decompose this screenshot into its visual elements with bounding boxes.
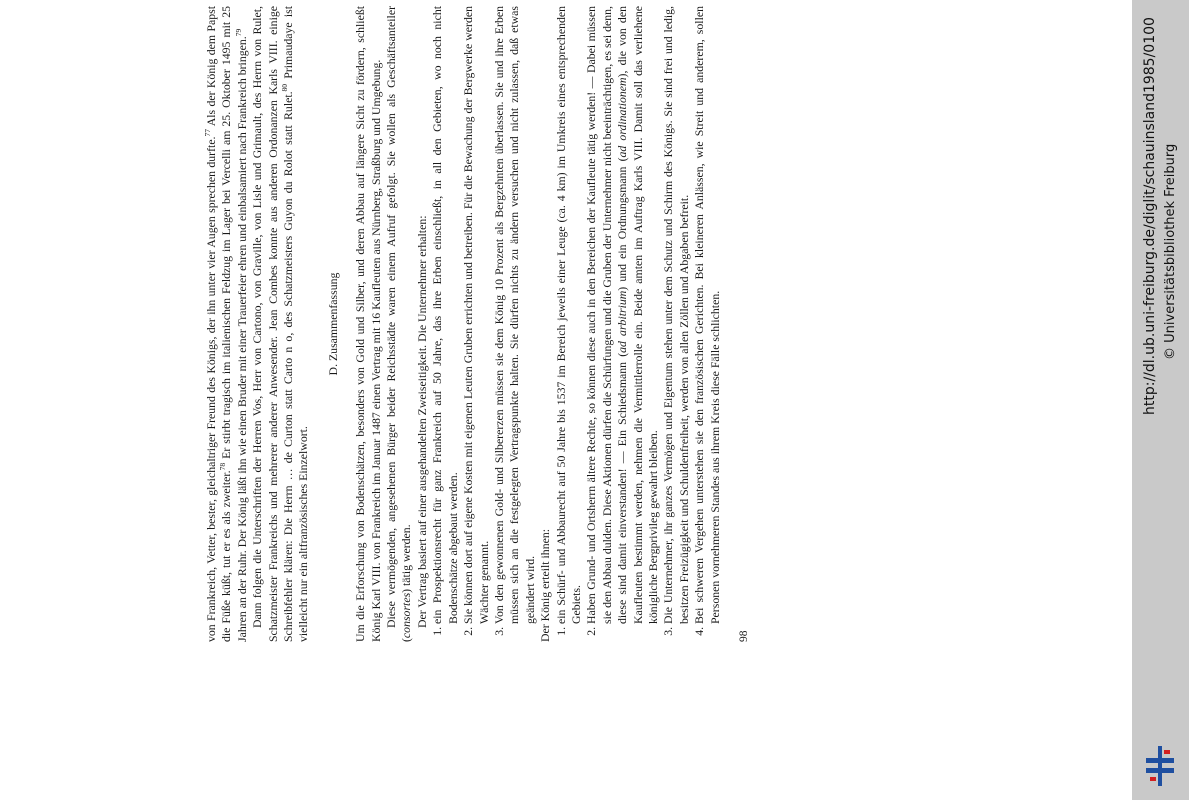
list-item: 1. ein Prospektionsrecht für ganz Frankreich auf 50 Jahre, das ihre Erben einschließt, in all den Gebieten, wo noch nicht Bodenschätze abgebaut werden. — [430, 6, 461, 624]
paragraph-2-text: Dann folgen die Unterschriften der Herren Vos, Herr von Cartono, von Graville, von Lisle und Grimault, des Herrn von Rulet, Schatzmeister Frankreichs und mehrerer anderer Anwesender. Jean Combes konnte aus anderen Ordonanzen Karls VIII. einige Schreibfehler klären: Die Herrn … de Curton statt Carto n o, des Schatzmeisters Guyon du Rolot statt Rulet. — [250, 6, 296, 642]
list-item — [584, 6, 661, 624]
list-item: 3. Von den gewonnenen Gold- und Silbererzen müssen sie dem König 10 Prozent als Bergzehnten überlassen. Sie und ihre Erben müssen sich an die festgelegten Vertragspunkte halten. Sie dürfen nichts zu ändern versuchen und nicht zulassen, daß etwas geändert wird. — [492, 6, 538, 624]
page-content — [196, 0, 752, 650]
paragraph-4-text-b: ) tätig werden. — [399, 524, 414, 593]
page-number: 98 — [738, 630, 750, 642]
permalink-url[interactable]: http://dl.ub.uni-freiburg.de/diglit/schauinsland1985/0100 — [1142, 17, 1158, 415]
paragraph-1 — [204, 6, 250, 642]
list-item-text: ), die von den Kaufleuten bestimmt werden, nehmen die Vermittlerrolle ein. Beide amten im Auftrag Karls VIII. Damit soll das verliehene königliche Bergprivileg gewahrt bleiben. — [615, 6, 660, 624]
numbered-list-1 — [430, 6, 538, 642]
sidebar-rotated — [1132, 0, 1189, 800]
list-item-text: Haben Grund- und Ortsherrn ältere Rechte, so können diese auch in den Bereichen der Kaufleute tätig werden! — Dabei müssen sie den Abbau dulden. Diese Aktionen dürfen die Schürfungen und die Gruben der Unternehmer nicht beeinträchtigen, es sei denn, diese sind damit einverstanden! — Ein Schiedsmann ( — [584, 6, 630, 624]
footnote-ref: 79 — [233, 28, 243, 37]
italic-term: ad ordinationem — [615, 77, 630, 158]
list-item-text: ) und ein Ordnungsmann ( — [615, 157, 630, 291]
section-heading: D. Zusammenfassung — [325, 272, 340, 376]
numbered-list-2 — [554, 6, 723, 642]
list-item: 4. Bei schweren Vergehen unterstehen sie den französischen Gerichten. Bei kleineren Anlässen, wie Streit und anderem, sollen Personen vornehmeren Standes aus ihrem Kreis diese Fälle schlichten. — [692, 6, 723, 624]
list-item: 3. Die Unternehmer, ihr ganzes Vermögen und Eigentum stehen unter dem Schutz und Schirm des Königs. Sie sind frei und ledig, besitzen Freizügigkeit und Schuldenfreiheit, werden von allen Zöllen und Abgaben befreit. — [661, 6, 692, 624]
paragraph-1-text: von Frankreich, Vetter, bester, gleichaltriger Freund des Königs, der ihn unter vier Augen sprechen durfte. — [204, 136, 218, 642]
list-item: 1. ein Schürf- und Abbaurecht auf 50 Jahre bis 1537 im Bereich jeweils einer Leuge (ca. 4 km) im Umkreis eines entsprechenden Gebiets. — [554, 6, 585, 624]
paragraph-5: Der Vertrag basiert auf einer ausgehandelten Zweiseitigkeit. Die Unternehmer erhalten: — [414, 215, 429, 628]
paragraph-4 — [384, 6, 415, 642]
copyright-notice: © Universitätsbibliothek Freiburg — [1163, 143, 1178, 360]
italic-term: consortes — [399, 592, 414, 639]
rotated-text-block — [196, 0, 896, 650]
paragraph-1-text-c: Er stirbt tragisch im italienischen Feldzug im Lager bei Vercelli am 25. Oktober 1495 mit 25 Jahren an der Ruhr. Der König läßt ihn wie einen Bruder mit einer Trauerfeier ehren und einbalsamiert nach Frankreich bringen. — [219, 6, 249, 642]
list-item: 2. Sie können dort auf eigene Kosten mit eigenen Leuten Gruben errichten und betreiben. Für die Bewachung der Bergwerke werden Wächter genannt. — [461, 6, 492, 624]
paragraph-3: Um die Erforschung von Bodenschätzen, besonders von Gold und Silber, und deren Abbau auf längere Sicht zu fördern, schließt König Karl VIII. von Frankreich im Januar 1487 einen Vertrag mit 16 Kaufleuten aus Nürnberg, Straßburg und Umgebung. — [353, 6, 383, 642]
paragraph-4-text: Diese vermögenden, angesehenen Bürger beider Reichsstädte waren einem Aufruf gefolgt. Sie wollen als Geschäftsanteiler ( — [384, 6, 414, 642]
library-sidebar — [1132, 0, 1189, 800]
paragraph-1-text-b: Als der König dem Papst die Füße küßt, tut er es als zweiter. — [204, 6, 234, 642]
paragraph-2-text-b: Primaudaye ist vielleicht nur ein altfranzösisches Einzelwort. — [281, 6, 311, 642]
footnote-ref: 78 — [218, 462, 228, 471]
paragraph-6: Der König erteilt ihnen: — [538, 528, 553, 642]
footnote-ref: 80 — [280, 83, 290, 92]
paragraph-2 — [250, 6, 312, 642]
document-page — [196, 0, 996, 700]
ub-freiburg-logo-icon — [1144, 746, 1176, 786]
italic-term: ad arbitrium — [615, 290, 630, 353]
footnote-ref: 77 — [203, 128, 213, 137]
